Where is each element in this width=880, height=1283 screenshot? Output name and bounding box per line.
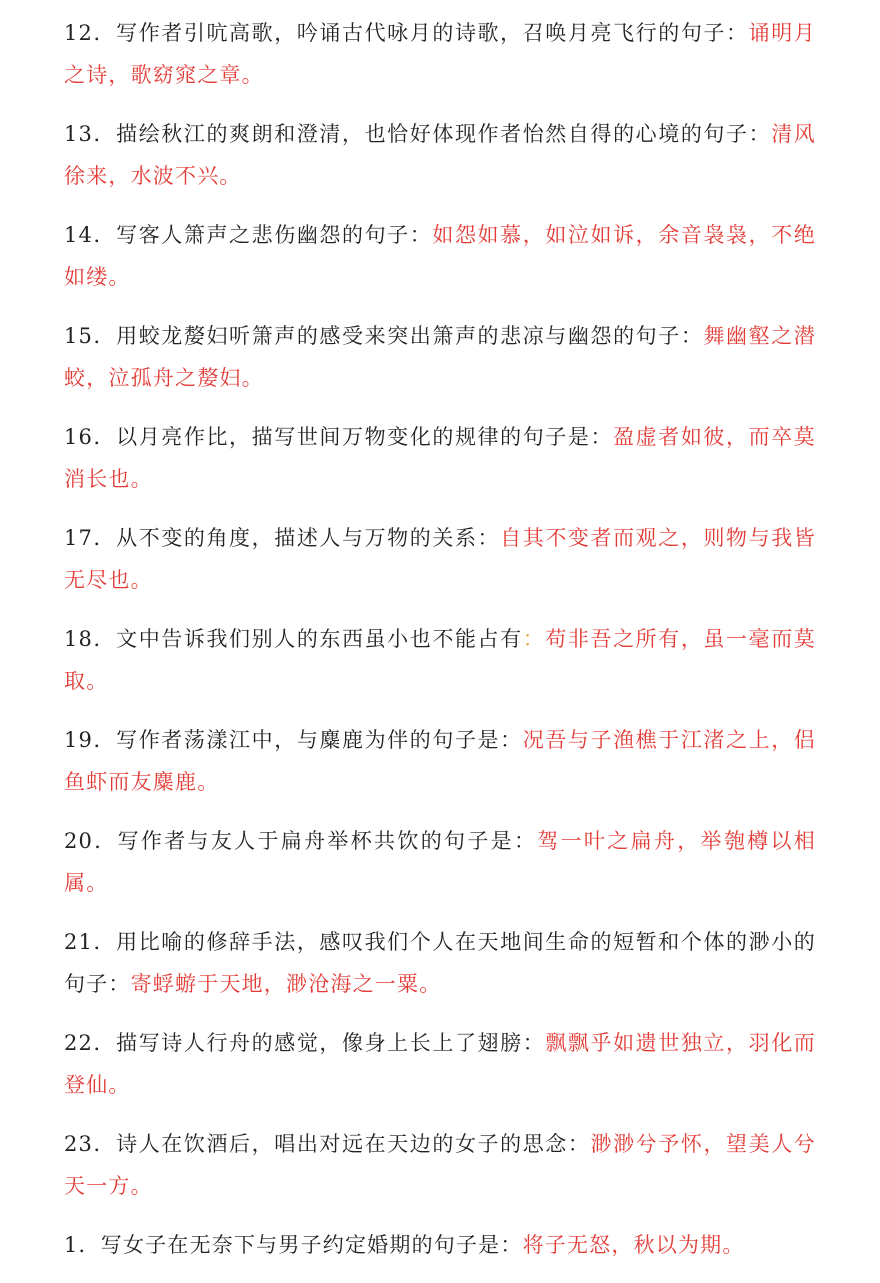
- question-text: 文中告诉我们别人的东西虽小也不能占有: [116, 627, 523, 651]
- question-text: 以月亮作比，描写世间万物变化的规律的句子是: [116, 425, 591, 449]
- question-item: [64, 113, 816, 197]
- item-number: 17．: [64, 526, 117, 550]
- question-item: [64, 1022, 816, 1106]
- colon-separator: ：: [567, 1132, 591, 1156]
- item-number: 13．: [64, 122, 117, 146]
- question-text: 写作者引吭高歌，吟诵古代咏月的诗歌，召唤月亮飞行的句子: [116, 21, 727, 45]
- question-item: [64, 618, 816, 702]
- question-text: 描绘秋江的爽朗和澄清，也恰好体现作者怡然自得的心境的句子: [116, 122, 749, 146]
- answer-text: 渺渺兮予怀，望美人兮天一方。: [64, 1132, 817, 1198]
- item-number: 18．: [64, 627, 117, 651]
- answer-text: 况吾与子渔樵于江渚之上，侣鱼虾而友麋鹿。: [64, 728, 816, 794]
- answer-text: 清风徐来，水波不兴。: [64, 122, 816, 188]
- question-text: 用比喻的修辞手法，感叹我们个人在天地间生命的短暂和个体的渺小的句子: [64, 930, 816, 996]
- colon-separator: ：: [680, 324, 704, 348]
- question-text: 描写诗人行舟的感觉，像身上长上了翅膀: [116, 1031, 523, 1055]
- answer-text: 寄蜉蝣于天地，渺沧海之一粟。: [130, 972, 442, 996]
- item-number: 1．: [64, 1233, 101, 1257]
- colon-separator: ：: [409, 223, 433, 247]
- answer-text: 将子无怒，秋以为期。: [522, 1233, 745, 1257]
- question-text: 用蛟龙嫠妇听箫声的感受来突出箫声的悲凉与幽怨的句子: [116, 324, 681, 348]
- question-item: [64, 719, 816, 803]
- colon-separator: ：: [748, 122, 772, 146]
- answer-text: 舞幽壑之潜蛟，泣孤舟之嫠妇。: [64, 324, 817, 390]
- colon-separator: ：: [726, 21, 749, 45]
- item-number: 19．: [64, 728, 117, 752]
- answer-text: 驾一叶之扁舟，举匏樽以相属。: [64, 829, 816, 895]
- item-number: 22．: [64, 1031, 117, 1055]
- question-item: [64, 517, 816, 601]
- question-text: 诗人在饮酒后，唱出对远在天边的女子的思念: [116, 1132, 568, 1156]
- question-item: [64, 1224, 816, 1266]
- question-item: [64, 12, 816, 96]
- question-text: 写女子在无奈下与男子约定婚期的句子是: [100, 1233, 501, 1257]
- colon-separator: ：: [522, 1031, 546, 1055]
- answer-text: 盈虚者如彼，而卒莫消长也。: [64, 425, 816, 491]
- answer-text: 自其不变者而观之，则物与我皆无尽也。: [64, 526, 816, 592]
- question-item: [64, 921, 816, 1005]
- question-text: 写作者与友人于扁舟举杯共饮的句子是: [117, 829, 514, 853]
- colon-separator: ：: [522, 627, 546, 651]
- document-page: [64, 12, 816, 1266]
- question-item: [64, 1123, 816, 1207]
- colon-separator: ：: [590, 425, 614, 449]
- colon-separator: ：: [108, 972, 131, 996]
- question-text: 写客人箫声之悲伤幽怨的句子: [116, 223, 410, 247]
- colon-separator: ：: [513, 829, 538, 853]
- question-item: [64, 416, 816, 500]
- question-item: [64, 214, 816, 298]
- item-number: 16．: [64, 425, 117, 449]
- question-item: [64, 315, 816, 399]
- item-number: 20．: [64, 829, 118, 853]
- question-text: 写作者荡漾江中，与麋鹿为伴的句子是: [116, 728, 501, 752]
- question-text: 从不变的角度，描述人与万物的关系: [116, 526, 478, 550]
- answer-text: 飘飘乎如遗世独立，羽化而登仙。: [64, 1031, 816, 1097]
- item-number: 21．: [64, 930, 117, 954]
- colon-separator: ：: [500, 1233, 523, 1257]
- item-number: 15．: [64, 324, 117, 348]
- item-number: 14．: [64, 223, 117, 247]
- colon-separator: ：: [500, 728, 523, 752]
- answer-text: 苟非吾之所有，虽一毫而莫取。: [64, 627, 816, 693]
- colon-separator: ：: [477, 526, 501, 550]
- item-number: 12．: [64, 21, 117, 45]
- answer-text: 诵明月之诗，歌窈窕之章。: [64, 21, 816, 87]
- answer-text: 如怨如慕，如泣如诉，余音袅袅，不绝如缕。: [64, 223, 816, 289]
- item-number: 23．: [64, 1132, 117, 1156]
- question-item: [64, 820, 816, 904]
